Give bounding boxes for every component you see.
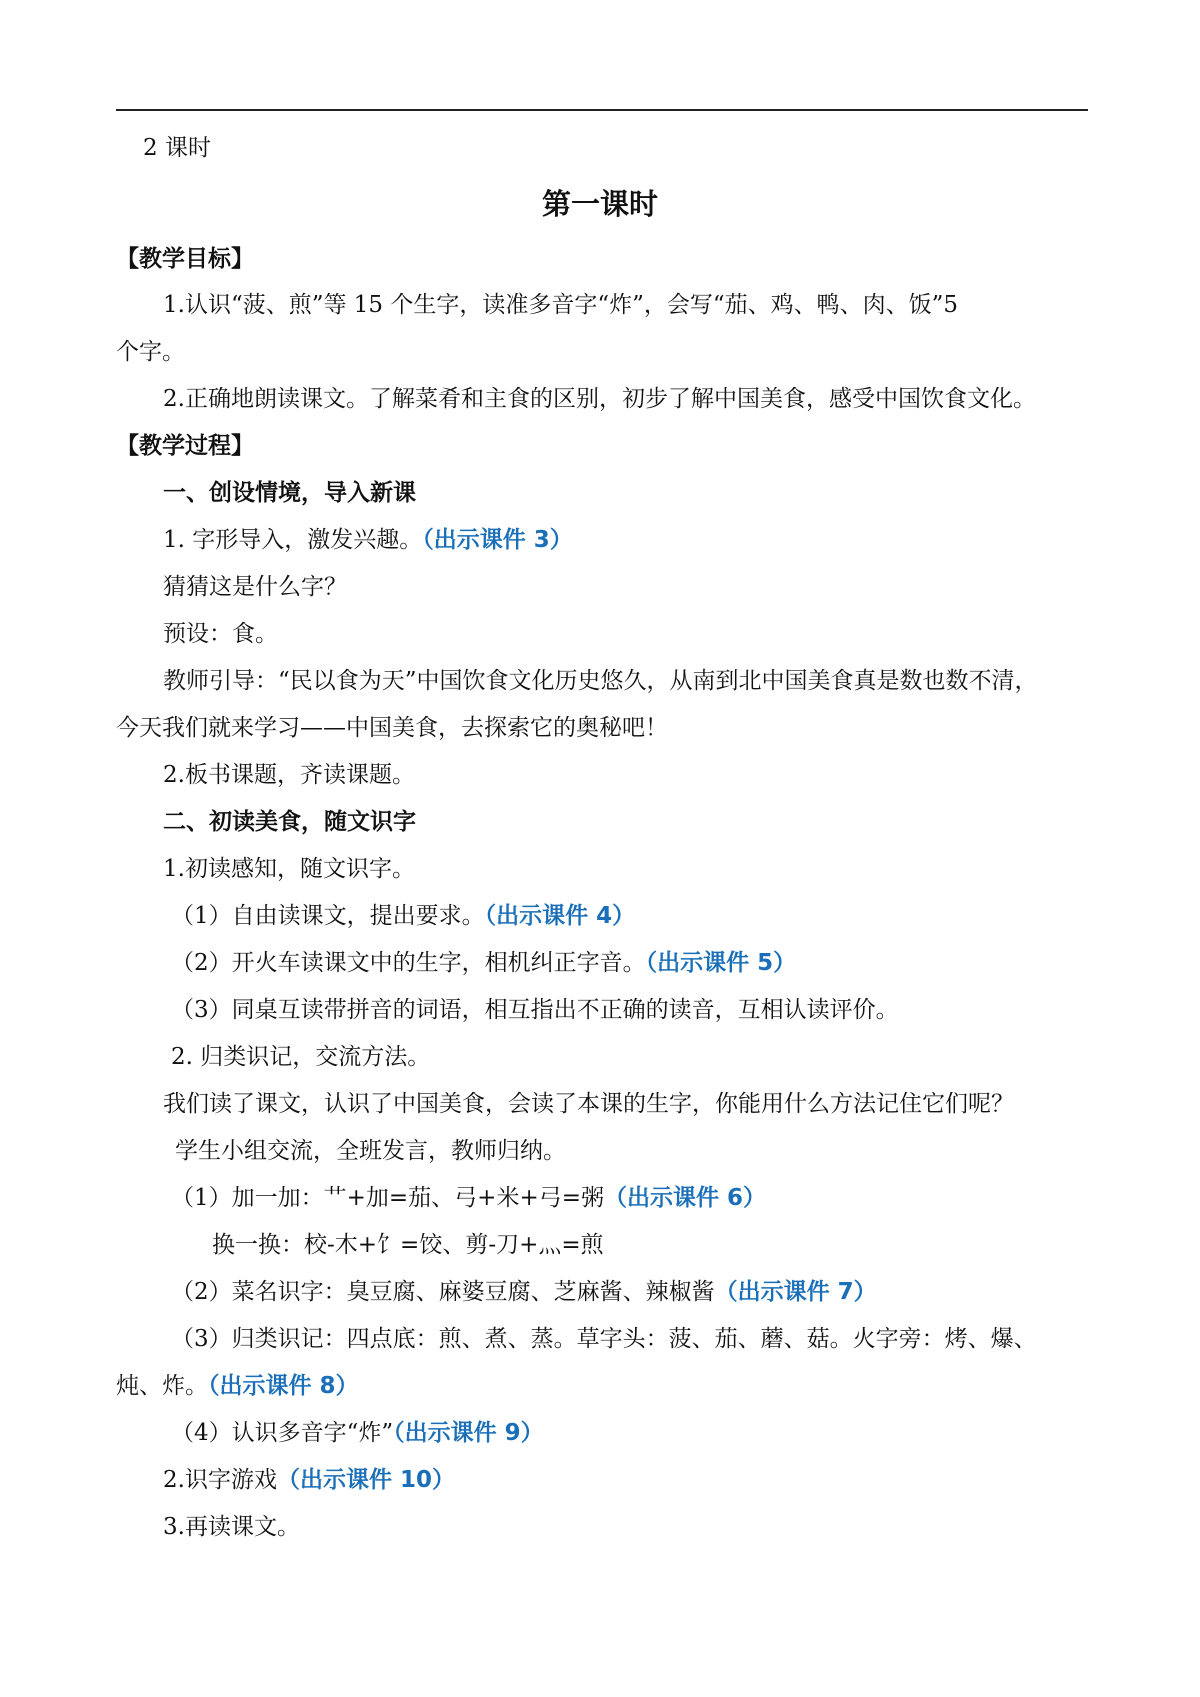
process-heading: 【教学过程】 — [116, 433, 254, 459]
reread-text: 3.再读课文。 — [163, 1514, 300, 1540]
step-text: 2.识字游戏 — [163, 1467, 277, 1493]
courseware-ref: （出示课件 7） — [714, 1279, 877, 1305]
section-1-heading: 一、创设情境，导入新课 — [163, 480, 416, 506]
courseware-ref: （出示课件 4） — [484, 903, 636, 929]
section-1-step-1 — [163, 524, 573, 556]
substep-2 — [171, 947, 796, 979]
courseware-ref: （出示课件 10） — [276, 1467, 455, 1493]
teacher-guide-line-1: 教师引导：“民以食为天”中国饮食文化历史悠久，从南到北中国美食真是数也数不清， — [163, 668, 1038, 694]
section-2-heading: 二、初读美食，随文识字 — [163, 809, 416, 835]
objectives-heading: 【教学目标】 — [116, 246, 254, 272]
courseware-ref: （出示课件 5） — [645, 950, 797, 976]
method-add — [171, 1182, 766, 1214]
teacher-guide-line-2: 今天我们就来学习——中国美食，去探索它的奥秘吧！ — [116, 715, 668, 741]
courseware-ref: （出示课件 8） — [208, 1373, 359, 1399]
method-category-line-1: （3）归类识记：四点底：煎、煮、蒸。草字头：菠、茄、蘑、菇。火字旁：烤、爆、 — [171, 1326, 1037, 1352]
method-question: 我们读了课文，认识了中国美食，会读了本课的生字，你能用什么方法记住它们呢？ — [163, 1091, 1014, 1117]
group-discussion: 学生小组交流，全班发言，教师归纳。 — [175, 1138, 566, 1164]
substep-1 — [171, 900, 635, 932]
method-category-line-2 — [116, 1370, 359, 1402]
courseware-ref: （出示课件 3） — [422, 527, 573, 553]
section-2-step-1: 1.初读感知，随文识字。 — [163, 856, 415, 882]
substep-3: （3）同桌互读带拼音的词语，相互指出不正确的读音，互相认读评价。 — [171, 997, 899, 1023]
section-2-step-2: 2. 归类识记，交流方法。 — [171, 1044, 431, 1070]
method-polyphone — [171, 1417, 544, 1449]
literacy-game — [163, 1464, 455, 1496]
substep-text: （1）自由读课文，提出要求。 — [171, 903, 485, 929]
objective-2: 2.正确地朗读课文。了解菜肴和主食的区别，初步了解中国美食，感受中国饮食文化。 — [163, 386, 1036, 412]
step-text: 1. 字形导入，激发兴趣。 — [163, 527, 423, 553]
section-1-step-2: 2.板书课题，齐读课题。 — [163, 762, 415, 788]
courseware-ref: （出示课件 9） — [393, 1420, 544, 1446]
guess-prompt: 猜猜这是什么字？ — [163, 574, 347, 600]
class-hours: 2 课时 — [143, 135, 211, 161]
preset-answer: 预设：食。 — [163, 621, 278, 647]
objective-1-line-1: 1.认识“菠、煎”等 15 个生字，读准多音字“炸”，会写“茄、鸡、鸭、肉、饭”5 — [163, 292, 959, 318]
method-swap: 换一换：校-木+饣=饺、剪-刀+灬=煎 — [212, 1232, 604, 1258]
method-text: （2）菜名识字：臭豆腐、麻婆豆腐、芝麻酱、辣椒酱 — [171, 1279, 715, 1305]
method-text: （4）认识多音字“炸” — [171, 1420, 394, 1446]
method-text: （1）加一加：艹+加=茄、弓+米+弓=粥 — [171, 1185, 604, 1211]
header-rule — [116, 109, 1088, 111]
method-text: 炖、炸。 — [116, 1373, 208, 1399]
method-dish-names — [171, 1276, 877, 1308]
courseware-ref: （出示课件 6） — [604, 1185, 767, 1211]
page-title: 第一课时 — [541, 187, 658, 221]
substep-text: （2）开火车读课文中的生字，相机纠正字音。 — [171, 950, 646, 976]
objective-1-line-2: 个字。 — [116, 339, 185, 365]
